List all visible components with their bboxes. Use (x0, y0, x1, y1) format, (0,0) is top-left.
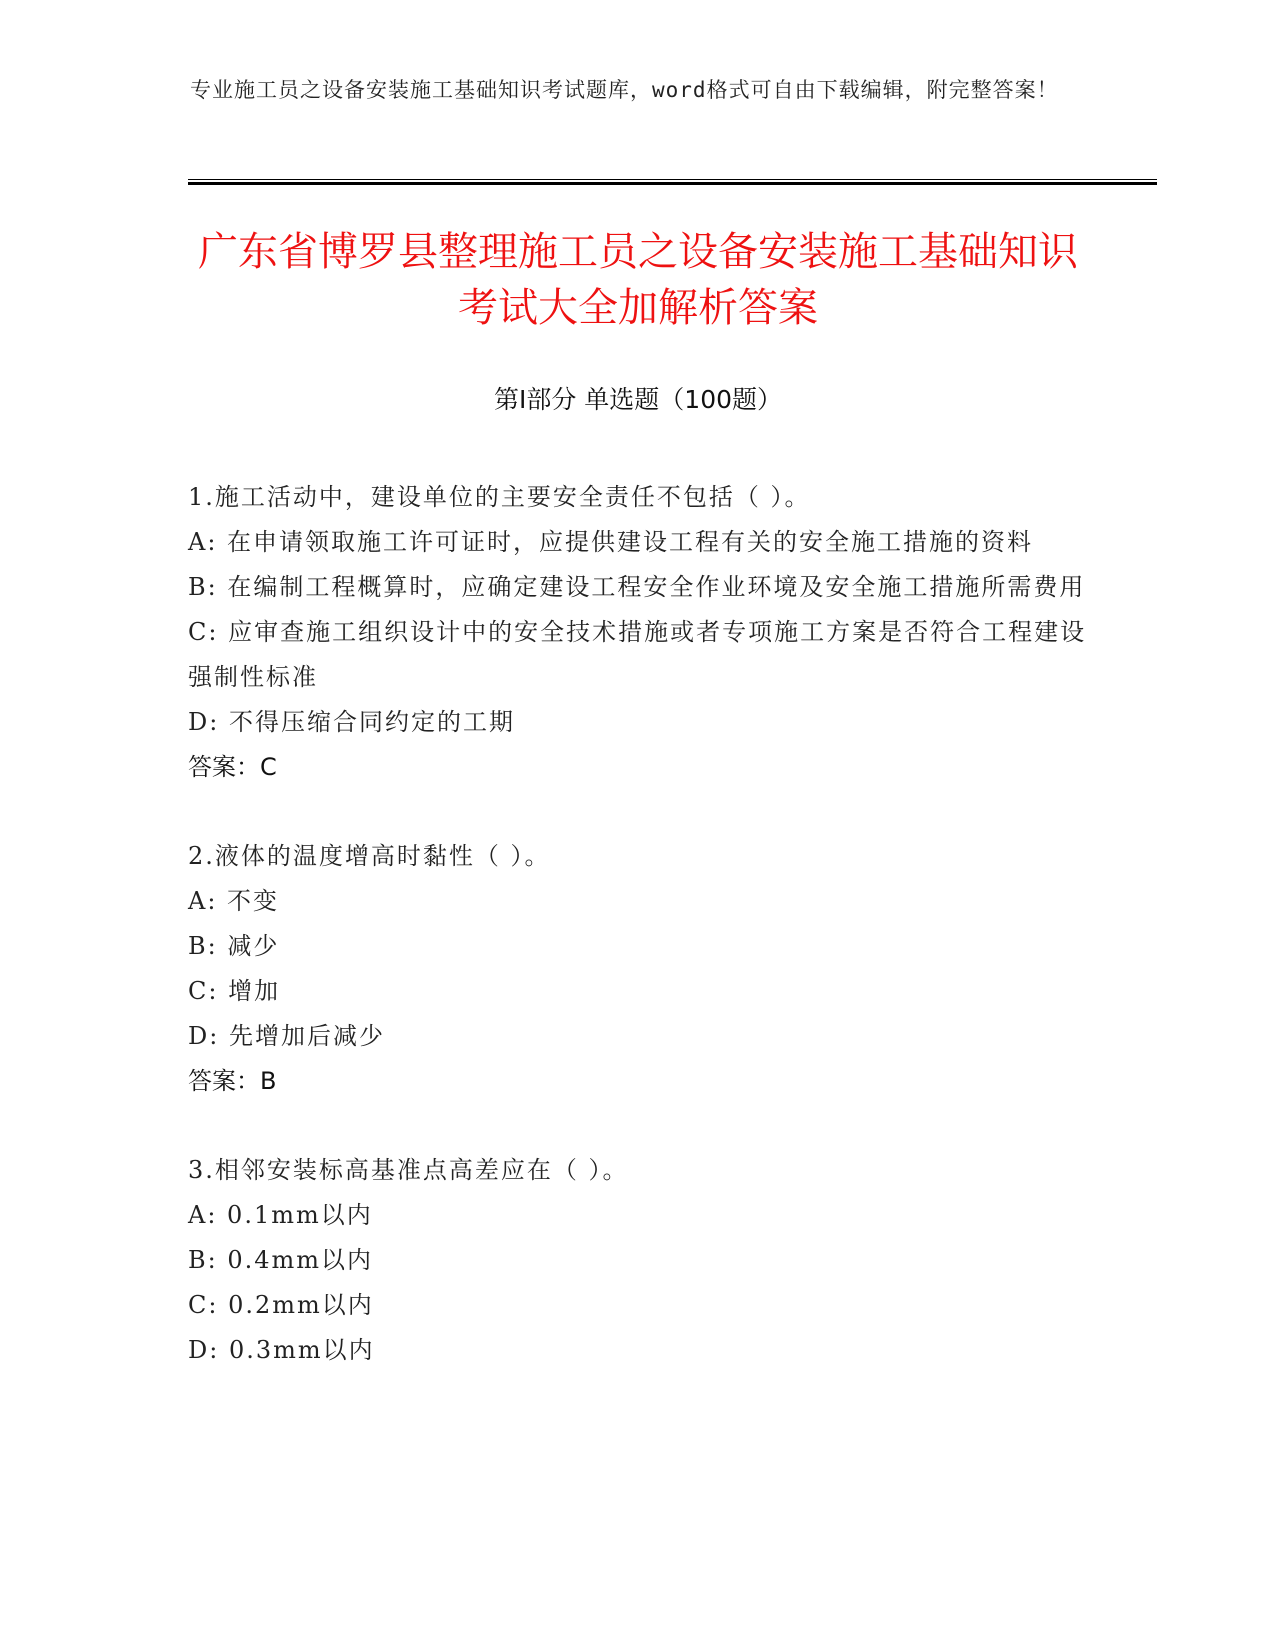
option-c: C: 应审查施工组织设计中的安全技术措施或者专项施工方案是否符合工程建设强制性标准 (188, 618, 1087, 691)
document-title: 广东省博罗县整理施工员之设备安装施工基础知识考试大全加解析答案 (198, 229, 1078, 331)
question-1 (188, 475, 1088, 790)
question-3 (188, 1148, 1088, 1373)
question-stem: 3.相邻安装标高基准点高差应在（ ）。 (188, 1156, 629, 1184)
option-b: B: 0.4mm以内 (188, 1246, 374, 1274)
section-heading: 第Ⅰ部分 单选题（100题） (493, 385, 783, 414)
option-d: D: 不得压缩合同约定的工期 (188, 708, 515, 736)
option-b: B: 减少 (188, 932, 280, 960)
option-c: C: 0.2mm以内 (188, 1291, 374, 1319)
option-b: B: 在编制工程概算时，应确定建设工程安全作业环境及安全施工措施所需费用 (188, 573, 1086, 601)
header-note: 专业施工员之设备安装施工基础知识考试题库，word格式可自由下载编辑，附完整答案！ (190, 78, 1059, 102)
option-d: D: 0.3mm以内 (188, 1336, 375, 1364)
option-c: C: 增加 (188, 977, 281, 1005)
option-a: A: 不变 (188, 887, 280, 915)
header-rule-thin (188, 179, 1157, 180)
header-rule-thick (188, 182, 1157, 185)
answer-line: 答案：C (188, 753, 277, 781)
option-a: A: 0.1mm以内 (188, 1201, 373, 1229)
option-d: D: 先增加后减少 (188, 1022, 385, 1050)
option-a: A: 在申请领取施工许可证时，应提供建设工程有关的安全施工措施的资料 (188, 528, 1034, 556)
question-stem: 2.液体的温度增高时黏性（ ）。 (188, 842, 551, 870)
question-stem: 1.施工活动中，建设单位的主要安全责任不包括（ ）。 (188, 483, 811, 511)
answer-line: 答案：B (188, 1067, 277, 1095)
question-list (188, 475, 1088, 1417)
question-2 (188, 834, 1088, 1104)
